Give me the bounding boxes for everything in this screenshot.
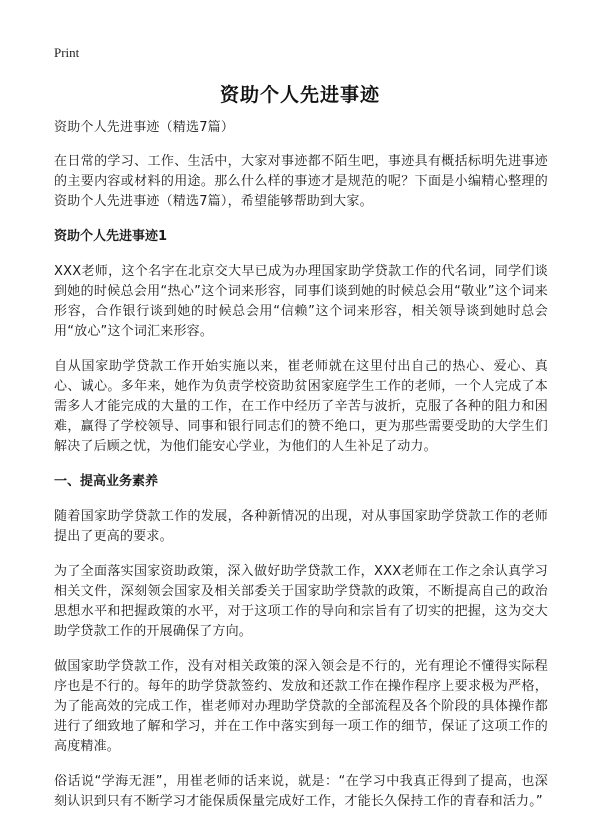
intro-paragraph: 在日常的学习、工作、生活中，大家对事迹都不陌生吧，事迹具有概括标明先进事迹的主要内容或材料的用途。那么什么样的事迹才是规范的呢？下面是小编精心整理的资助个人先进事迹（精选7篇），希望能够帮助到大家。 [54, 154, 548, 209]
document-body [54, 118, 548, 827]
paragraph-2: 自从国家助学贷款工作开始实施以来，崔老师就在这里付出自己的热心、爱心、真心、诚心。多年来，她作为负责学校资助贫困家庭学生工作的老师，一个人完成了本需多人才能完成的大量的工作，在工作中经历了辛苦与波折，克服了各种的阻力和困难，赢得了学校领导、同事和银行同志们的赞不绝口，更为那些需要受助的大学生们解决了后顾之忧，为他们能安心学业，为他们的人生补足了动力。 [54, 359, 548, 454]
paragraph-6: 俗话说“学海无涯”，用崔老师的话来说，就是：“在学习中我真正得到了提高，也深刻认识到只有不断学习才能保质保量完成好工作，才能长久保持工作的青春和活力。” [54, 774, 548, 809]
paragraph-4: 为了全面落实国家资助政策，深入做好助学贷款工作，XXX老师在工作之余认真学习相关文件，深刻领会国家及相关部委关于国家助学贷款的政策，不断提高自己的政治思想水平和把握政策的水平，对于这项工作的导向和宗旨有了切实的把握，这为交大助学贷款工作的开展确保了方向。 [54, 564, 548, 639]
document-subtitle: 资助个人先进事迹（精选7篇） [54, 120, 235, 135]
paragraph-1: XXX老师，这个名字在北京交大早已成为办理国家助学贷款工作的代名词，同学们谈到她的时候总会用“热心”这个词来形容，同事们谈到她的时候总会用“敬业”这个词来形容，合作银行谈到她的时候总会用“信赖”这个词来形容，相关领导谈到她时总会用“放心”这个词汇来形容。 [54, 264, 548, 339]
print-link[interactable]: Print [54, 45, 80, 60]
paragraph-5: 做国家助学贷款工作，没有对相关政策的深入领会是不行的，光有理论不懂得实际程序也是不行的。每年的助学贷款签约、发放和还款工作在操作程序上要求极为严格，为了能高效的完成工作，崔老师对办理助学贷款的全部流程及各个阶段的具体操作都进行了细致地了解和学习，并在工作中落实到每一项工作的细节，保证了这项工作的高度精准。 [54, 659, 548, 754]
section-heading-1: 资助个人先进事迹1 [54, 229, 168, 244]
section-heading-2: 一、提高业务素养 [54, 474, 159, 489]
page-title: 资助个人先进事迹 [219, 84, 380, 106]
paragraph-3: 随着国家助学贷款工作的发展，各种新情况的出现，对从事国家助学贷款工作的老师提出了更高的要求。 [54, 509, 548, 544]
